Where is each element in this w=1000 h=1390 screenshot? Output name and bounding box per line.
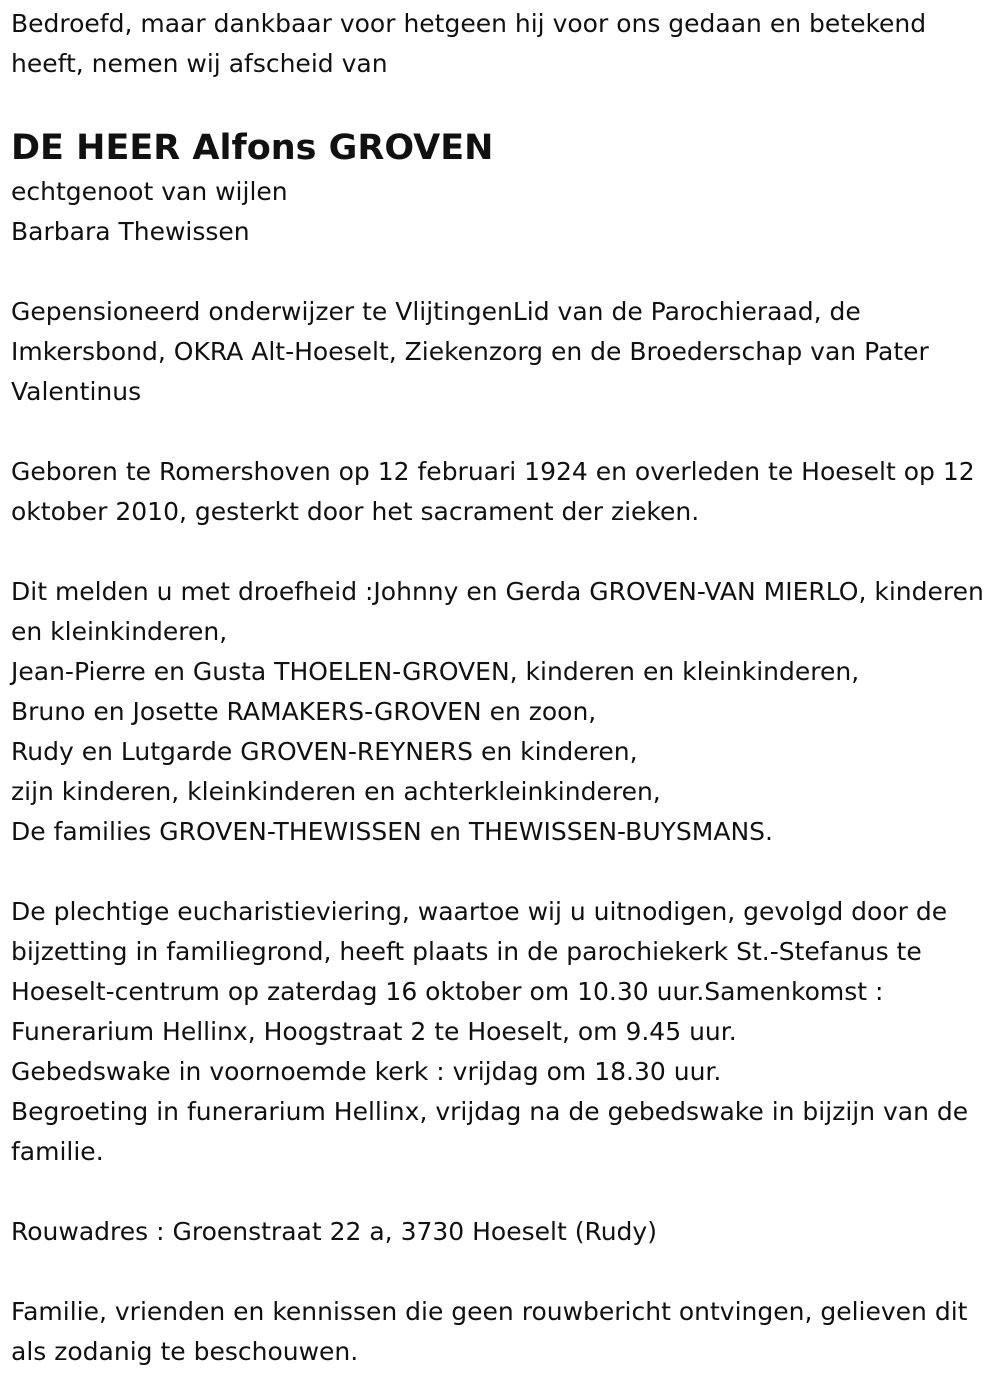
- family-line: zijn kinderen, kleinkinderen en achterkleinkinderen,: [11, 777, 661, 806]
- ceremony-details: [11, 892, 990, 1172]
- family-line: Rudy en Lutgarde GROVEN-REYNERS en kinderen,: [11, 737, 638, 766]
- closing-text: Familie, vrienden en kennissen die geen rouwbericht ontvingen, gelieven dit als zodanig te beschouwen.: [11, 1297, 968, 1366]
- occupation-text: Gepensioneerd onderwijzer te VlijtingenLid van de Parochieraad, de Imkersbond, OKRA Alt-Hoeselt, Ziekenzorg en de Broederschap van Pater Valentinus: [11, 297, 929, 406]
- spouse-name: Barbara Thewissen: [11, 217, 250, 246]
- intro-text: Bedroefd, maar dankbaar voor hetgeen hij voor ons gedaan en betekend heeft, nemen wij afscheid van: [11, 9, 927, 78]
- ceremony-text: De plechtige eucharistieviering, waartoe wij u uitnodigen, gevolgd door de bijzetting in familiegrond, heeft plaats in de parochiekerk St.-Stefanus te Hoeselt-centrum op zaterdag 16 oktober om 10.30 uur.Samenkomst : Funerarium Hellinx, Hoogstraat 2 te Hoeselt, om 9.45 uur.: [11, 897, 948, 1046]
- family-line: Jean-Pierre en Gusta THOELEN-GROVEN, kinderen en kleinkinderen,: [11, 657, 860, 686]
- deceased-name: DE HEER Alfons GROVEN: [11, 128, 494, 168]
- mourning-address: Rouwadres : Groenstraat 22 a, 3730 Hoeselt (Rudy): [11, 1217, 657, 1246]
- family-line: Bruno en Josette RAMAKERS-GROVEN en zoon,: [11, 697, 597, 726]
- family-line: Dit melden u met droefheid :Johnny en Gerda GROVEN-VAN MIERLO, kinderen en kleinkinderen,: [11, 577, 984, 646]
- family-list: [11, 572, 990, 852]
- family-line: De families GROVEN-THEWISSEN en THEWISSEN-BUYSMANS.: [11, 817, 773, 846]
- relation-text: echtgenoot van wijlen: [11, 177, 288, 206]
- birth-death-text: Geboren te Romershoven op 12 februari 1924 en overleden te Hoeselt op 12 oktober 2010, gesterkt door het sacrament der zieken.: [11, 457, 975, 526]
- wake-text: Gebedswake in voornoemde kerk : vrijdag om 18.30 uur.: [11, 1057, 722, 1086]
- greeting-text: Begroeting in funerarium Hellinx, vrijdag na de gebedswake in bijzijn van de familie.: [11, 1097, 969, 1166]
